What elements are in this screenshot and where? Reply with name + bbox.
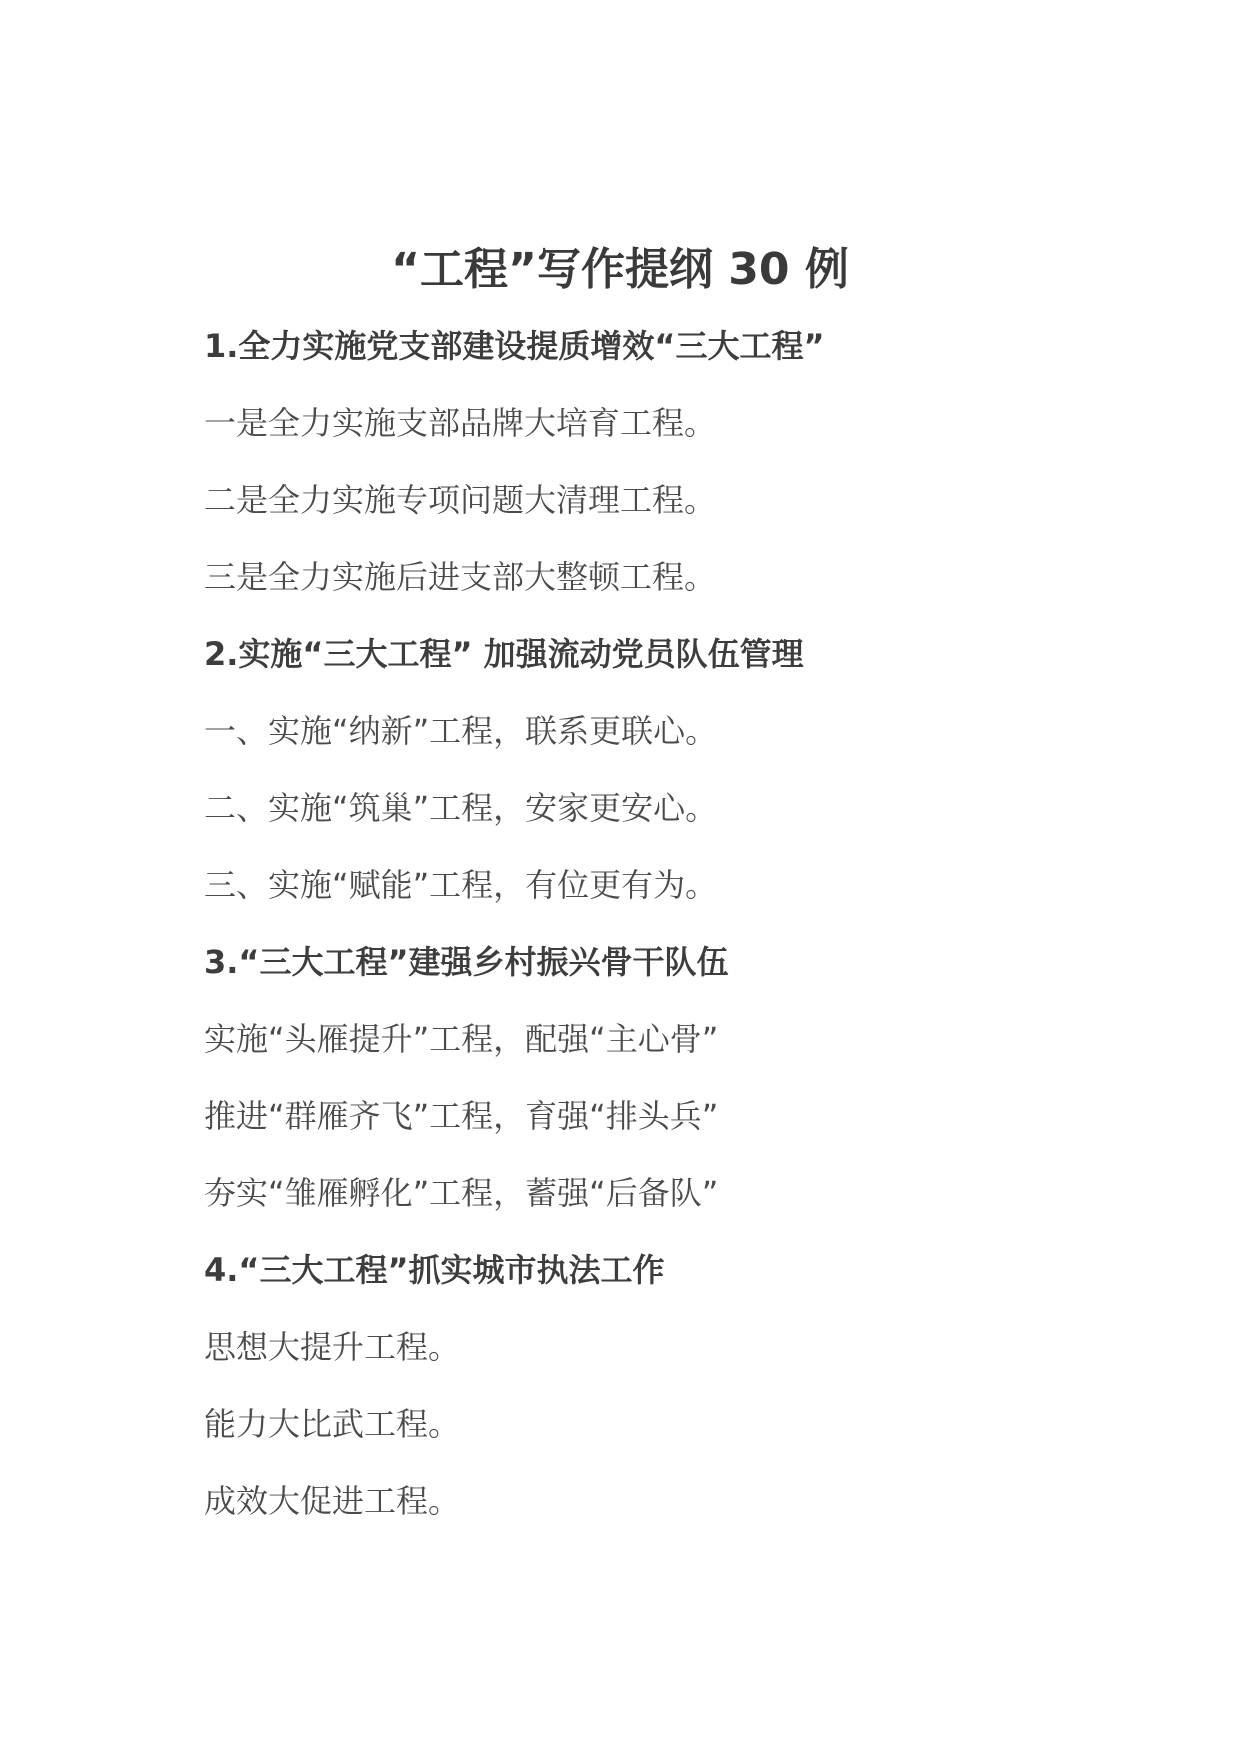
section-2-item-3: 三、实施“赋能”工程，有位更有为。 (204, 866, 718, 904)
section-2-item-2: 二、实施“筑巢”工程，安家更安心。 (204, 789, 718, 827)
section-3-heading: 3.“三大工程”建强乡村振兴骨干队伍 (204, 943, 729, 981)
section-3-item-2: 推进“群雁齐飞”工程，育强“排头兵” (204, 1097, 719, 1135)
section-2-heading: 2.实施“三大工程” 加强流动党员队伍管理 (204, 635, 804, 673)
section-1-item-1: 一是全力实施支部品牌大培育工程。 (204, 404, 717, 442)
section-4-item-2: 能力大比武工程。 (204, 1405, 461, 1443)
section-2-item-1: 一、实施“纳新”工程，联系更联心。 (204, 712, 718, 750)
document-title: “工程”写作提纲 30 例 (391, 244, 849, 295)
section-3-item-1: 实施“头雁提升”工程，配强“主心骨” (204, 1020, 719, 1058)
section-1-item-2: 二是全力实施专项问题大清理工程。 (204, 481, 717, 519)
section-4-item-1: 思想大提升工程。 (204, 1328, 461, 1366)
section-1-heading: 1.全力实施党支部建设提质增效“三大工程” (204, 327, 825, 365)
section-4-heading: 4.“三大工程”抓实城市执法工作 (204, 1251, 665, 1289)
section-1-item-3: 三是全力实施后进支部大整顿工程。 (204, 558, 717, 596)
section-4-item-3: 成效大促进工程。 (204, 1482, 461, 1520)
section-3-item-3: 夯实“雏雁孵化”工程，蓄强“后备队” (204, 1174, 719, 1212)
